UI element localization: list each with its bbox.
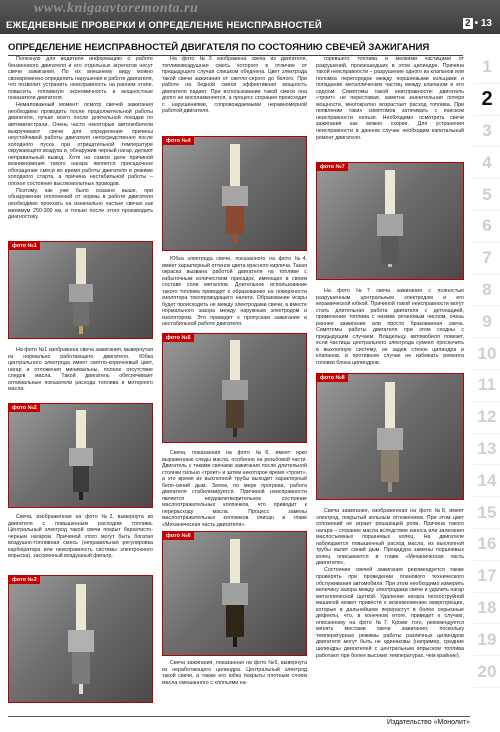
photo-label: фото №5 [163, 334, 194, 342]
chapter-tab[interactable]: 19 [474, 624, 500, 656]
chapter-tab[interactable]: 5 [474, 179, 500, 211]
photo-label: фото №8 [317, 374, 348, 382]
chapter-tab[interactable]: 4 [474, 147, 500, 179]
spark-plug-icon [63, 410, 99, 502]
chapter-tab[interactable]: 1 [474, 52, 500, 84]
spark-plug-photo-5 [162, 333, 307, 443]
photo-caption: Свеча, изображенная на фото №2, вывернута из двигателя с повышенным расходом топлива. Центральный электрод такой свечи покрыт бархатисто-черным нагаром. Причиной этого могут быть богатая воздушно-топливная смесь (неправильная регулировка карбюратора или неисправность системы электронного впрыска), засоренный воздушный фильтр. [8, 514, 153, 560]
paragraph: Немаловажный момент: осмотр свечей зажигания необходимо проводить после продолжительной работы двигателя, лучше всего после длительной поездки по автомагистрали. Очень часто некоторые автолюбители выкручивают свечи для определения причины неустойчивой работы двигателя непосредственно после холодного пуска при отрицательной температуре окружающего воздуха и, обнаружив черный нагар, делают неправильный вывод. Хотя на самом деле причиной возникновения такого нагара является присадочное обогащение смеси во время работы двигателя в режиме холодного старта, а причина нестабильной работы – плохое состояние высоковольтных проводов. [8, 102, 153, 187]
photo-caption: На фото №1 изображена свеча зажигания, вывернутая из нормально работающего двигателя. Юбка центрального электрода имеет светло-коричневый цвет, нагар и отложения минимальны, полное отсутствие следов масла. Такой двигатель обеспечивает оптимальные показатели расхода топлива и моторного масла. [8, 347, 153, 393]
spark-plug-icon [63, 248, 99, 336]
column-1-intro [8, 56, 153, 221]
chapter-tab[interactable]: 10 [474, 338, 500, 370]
column-2-caption-6 [162, 660, 307, 687]
chapter-tab[interactable]: 8 [474, 275, 500, 307]
publisher: Издательство «Монолит» [386, 719, 470, 726]
column-3-caption-7 [316, 288, 464, 367]
chapter-tab[interactable]: 20 [474, 656, 500, 688]
chapter-tab[interactable]: 11 [474, 370, 500, 402]
paragraph: Полезную для водителя информацию о работе бензинового двигателя и его отдельных агрегатов несут свечи зажигания. По их внешнему виду можно своевременно определить нарушения в работе двигателя, что позволит устранить неисправность на раннем этапе, повысить топливную экономичность и мощностные показатели двигателя. [8, 56, 153, 102]
chapter-tab[interactable]: 14 [474, 465, 500, 497]
column-3-intro [316, 56, 464, 142]
photo-caption: Свеча зажигания, изображенная на фото №8, имеет электрод, покрытый зольным отложением. При этом цвет отложений не играет решающей роли. Причина такого нагара – сгорание масла вследствие износа или залегания маслосъемных поршневых колец. На двигателе наблюдается повышенный расход масла, из выхлопной трубы валит синий дым. Процедура замены поршневых колец описывается в главе «Механическая часть двигателя». [316, 508, 464, 567]
chapter-tab[interactable]: 17 [474, 561, 500, 593]
page-number-value: • 13 [474, 18, 492, 29]
photo-caption: Свеча, показанная на фото №6, имеет ярко выраженные следы масла, особенно на резьбовой части. Двигатель с такими свечами зажигания после длительной стоянки сильно «троит» и затем некоторое время «троит», а это время из выхлопной трубы выходит характерный бело-синий дым. Затем, по мере прогрева, работа двигателя стабилизируется. Причиной неисправности является неудовлетворительное состояние маслоотражательных колпачков, что приводит к перерасходу масла. Процесс замены маслоотражательных колпачков описан в главе «Механическая часть двигателя». [162, 450, 307, 529]
section-title: ЕЖЕДНЕВНЫЕ ПРОВЕРКИ И ОПРЕДЕЛЕНИЕ НЕИСПРАВНОСТЕЙ [6, 20, 322, 31]
paragraph: Состояние свечей зажигания рекомендуется также проверять при проведении планового технического обслуживания автомобиля. При этом необходимо измерить величину зазора между электродами свечи и удалить нагар металлической щеткой. Удаление нагара пескоструйной машиной может привести к возникновению микротрещин, которые в дальнейшем перерастут в более серьезные дефекты, что, в конечном итоге, приведет к случаю, описанному на фото №7. Кроме того, рекомендуется менять местами свечи зажигания, поскольку температурные режимы работы различных цилиндров двигателя могут быть не одинаковы (например, средние цилиндры двигателей с центральным впрыском топлива работают при более высоких температурах, чем крайние). [316, 567, 464, 659]
chapter-tab-active[interactable]: 2 [474, 84, 500, 116]
spark-plug-icon [61, 584, 101, 696]
watermark: www.knigaavtoremonta.ru [34, 1, 199, 16]
chapter-tab[interactable]: 15 [474, 497, 500, 529]
spark-plug-photo-3 [8, 575, 153, 703]
column-1-caption-1 [8, 347, 153, 393]
paragraph: На фото №3 изображена свеча из двигателя, топливовоздушная смесь которого в отличие от предыдущего случая слишком обеднена. Цвет электрода такой свечи зажигания от светло-серого до белого. При работе на бедной смеси эффективная мощность двигателя падает. При использовании такой смеси она долго не воспламеняется, а процесс сгорания происходит с нарушениями, сопровождаемыми неравномерной работой двигателя. [162, 56, 307, 115]
spark-plug-photo-6 [162, 531, 307, 656]
column-2-intro [162, 56, 307, 115]
column-2-caption-5 [162, 450, 307, 529]
chapter-number: 2 [465, 18, 471, 29]
spark-plug-photo-2 [8, 403, 153, 508]
page-number [463, 18, 492, 29]
chapter-tab[interactable]: 7 [474, 243, 500, 275]
spark-plug-photo-7 [316, 162, 464, 280]
chapter-tab[interactable]: 13 [474, 434, 500, 466]
photo-label: фото №1 [9, 242, 40, 250]
photo-label: фото №7 [317, 163, 348, 171]
chapter-tab[interactable]: 12 [474, 402, 500, 434]
chapter-tab[interactable]: 18 [474, 593, 500, 625]
spark-plug-icon [370, 382, 410, 494]
chapter-tab[interactable]: 16 [474, 529, 500, 561]
column-1-caption-2 [8, 514, 153, 560]
photo-label: фото №6 [163, 532, 194, 540]
paragraph: горевшего топлива и мелкими частицами от разрушений, произошедших в этом цилиндре. Причина такой неисправности – разрушение одного из клапанов или поломка перегородок между поршневыми кольцами и попадание металлических частиц между клапаном и его седлом. Симптомы такой неисправности: двигатель «троит» не переставая, заметна значительная потеря мощности, многократно возрастает расход топлива. При появлении таких симптомов затягивать с поиском неисправности нельзя. Необходимо осмотреть свечи зажигания как можно скорее. Для устранения неисправности в данном случае необходим капитальный ремонт двигателя. [316, 56, 464, 141]
spark-plug-icon [215, 340, 255, 438]
photo-caption: Юбка электрода свечи, показанного на фото №4, имеет характерный оттенок цвета красного кирпича. Такая окраска вызвана работой двигателя на топливе с избыточным количеством присадок, имеющих в своем составе соли металлов. Длительное использование такого топлива приводит к образованию на поверхности изолятора токопроводящего налета. Образование искры будет происходить не между электродами свечи, а вместе нормального зазора между наружным электродом и изолятором. Это приведет к пропускам зажигания и нестабильной работе двигателя. [162, 256, 307, 328]
column-3-caption-8 [316, 508, 464, 660]
page-title: ОПРЕДЕЛЕНИЕ НЕИСПРАВНОСТЕЙ ДВИГАТЕЛЯ ПО СОСТОЯНИЮ СВЕЧЕЙ ЗАЖИГАНИЯ [8, 42, 463, 56]
header-bar [0, 0, 500, 34]
spark-plug-icon [370, 170, 410, 274]
paragraph: Поэтому, как уже было сказано выше, при обнаружении отклонений от нормы в работе двигателя необходимо проехать на изначально частые свечах как минимум 250-300 км, и только после этого производить диагностику. [8, 187, 153, 221]
footer-divider [8, 716, 470, 717]
photo-caption: Свеча зажигания, показанная на фото №6, вывернута из неработающего цилиндра. Центральный электрод такой свечи, а также его юбка покрыты плотным слоем масла смешанного с хлопьями на- [162, 660, 307, 686]
spark-plug-icon [215, 539, 255, 649]
chapter-tab[interactable]: 3 [474, 116, 500, 148]
photo-label: фото №3 [9, 576, 40, 584]
photo-label: фото №2 [9, 404, 40, 412]
photo-caption: На фото №7 свеча зажигания с полностью разрушенным центральным электродом и его керамической юбкой. Причиной такой неисправности могут стать длительная работа двигателя с детонацией, применение топлива с низким октановым числом, очень раннее зажигание или просто бракованная свеча. Симптомы работы двигателя при этом сходны с предыдущим случаем. Владельцу автомобиля повезет, если частицы центрального электрода сумеют проскочить в выхлопную систему, не задев стенок цилиндра и клапанов, в противном случае не избежать ремонта головки блока цилиндров. [316, 288, 464, 367]
spark-plug-photo-8 [316, 373, 464, 500]
chapter-tab[interactable]: 9 [474, 306, 500, 338]
spark-plug-photo-1 [8, 241, 153, 339]
photo-label: фото №4 [163, 137, 194, 145]
column-2-caption-4 [162, 256, 307, 329]
chapter-tab[interactable]: 6 [474, 211, 500, 243]
spark-plug-photo-4 [162, 136, 307, 251]
spark-plug-icon [215, 144, 255, 246]
chapter-tabs [474, 52, 500, 688]
